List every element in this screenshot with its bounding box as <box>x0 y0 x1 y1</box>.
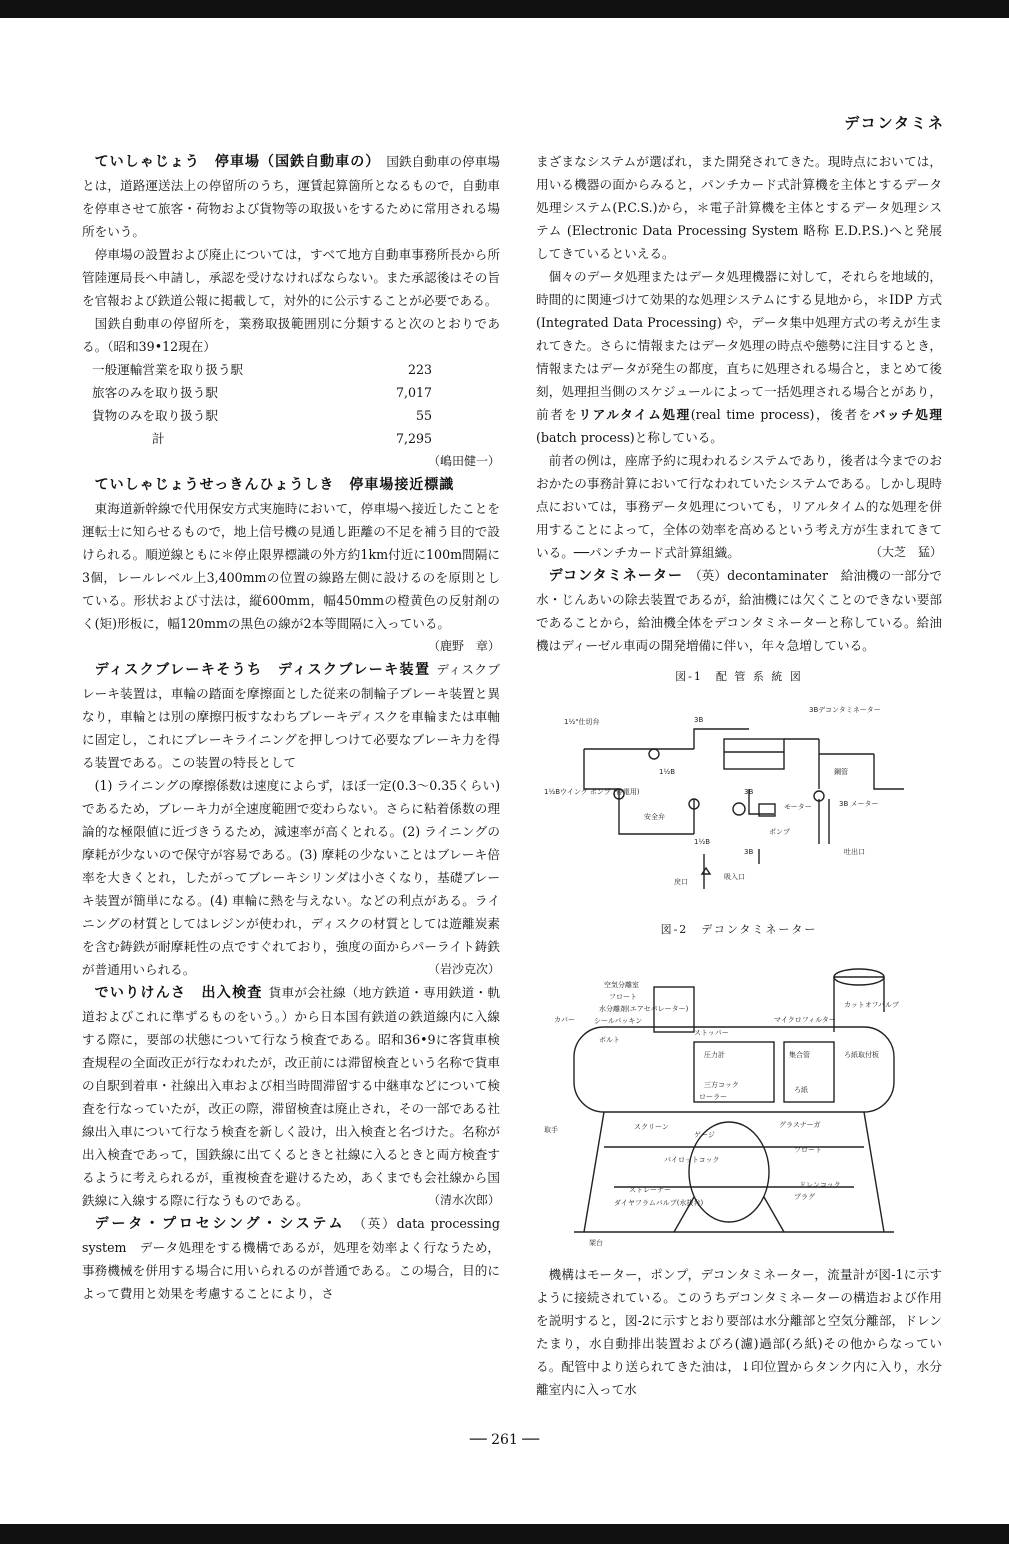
author: （岩沙克次） <box>427 962 500 976</box>
entry-keyword: ていしゃじょうせっきんひょうしき 停車場接近標識 <box>94 477 455 493</box>
fig1-label: 鋼管 <box>834 768 848 776</box>
fig1-label: 1½Bウイング ポンプ (停電用) <box>544 788 640 796</box>
figure-1-title: 図-1 配 管 系 統 図 <box>675 670 803 683</box>
fig2-label: シールパッキン <box>594 1017 643 1025</box>
fig2-label: ボルト <box>599 1036 620 1044</box>
entry-teishajo <box>82 150 500 243</box>
fig1-label: 吸入口 <box>724 873 745 881</box>
fig1-label: 3B <box>744 848 754 856</box>
top-border <box>0 0 1009 18</box>
left-column <box>82 150 500 1305</box>
table-row <box>92 404 484 427</box>
fig1-label: 3B メーター <box>839 800 879 808</box>
table-row <box>92 358 484 381</box>
stat-value: 7,017 <box>395 385 432 400</box>
entry-keyword: デコンタミネーター <box>548 568 684 584</box>
fig1-label: 1½B <box>659 768 676 776</box>
running-header: デコンタミネ <box>844 114 945 132</box>
fig1-label: 1½"仕切弁 <box>564 718 600 726</box>
author: （鹿野 章） <box>427 639 500 653</box>
fig2-label: 架台 <box>589 1239 603 1247</box>
fig2-label: 集合管 <box>789 1051 810 1059</box>
entry-keyword: データ・プロセシング・システム <box>94 1216 346 1232</box>
fig2-label: カットオフバルブ <box>844 1001 899 1009</box>
fig2-label: ろ紙 <box>794 1086 808 1094</box>
entry-keyword: ていしゃじょう 停車場（国鉄自動車の） <box>94 154 381 170</box>
fig1-label: ポンプ <box>769 828 790 836</box>
fig2-label: ローラー <box>699 1093 727 1101</box>
entry-keyword: でいりけんさ 出入検査 <box>94 985 263 1001</box>
paragraph <box>536 449 942 564</box>
fig2-label: ゲージ <box>694 1131 715 1139</box>
fig1-label: 安全弁 <box>644 813 665 821</box>
entry-data-processing <box>82 1212 500 1305</box>
right-column <box>536 150 942 1401</box>
paragraph-text: (real time process)，後者を <box>690 407 873 422</box>
fig2-label: ダイヤフラムバルブ(水抜弁) <box>614 1199 704 1207</box>
stat-label: 一般運輸営業を取り扱う駅 <box>92 362 244 377</box>
fig2-label: ドレンコック <box>799 1181 841 1189</box>
stat-value: 55 <box>415 408 432 423</box>
paragraph-text: (batch process)と称している。 <box>536 430 723 445</box>
table-row <box>92 427 484 450</box>
fig2-label: ストレーナー <box>629 1186 671 1194</box>
fig2-label: パイロットコック <box>664 1156 720 1164</box>
paragraph-text: 前者の例は，座席予約に現われるシステムであり，後者は今までのおおかたの事務計算において行なわれていたシステムである。しかし現時点においては，事務データ処理についても，リアルタイム的な処理を併用することによって，全体の効率を高めるという考え方が生まれてきている。──パンチカード式計算組織。 <box>536 453 942 560</box>
fig2-label: プラグ <box>794 1193 815 1201</box>
entry-body: （英）decontaminater 給油機の一部分で水・じんあいの除去装置であるが，給油機には欠くことのできない要部であることから，給油機全体をデコンタミネーターと称している。給油機はディーゼル車両の開発増備に伴い，年々急増している。 <box>536 568 942 653</box>
fig1-label: 3Bデコンタミネーター <box>809 706 881 714</box>
station-stats-table <box>92 358 484 450</box>
figure-2-title: 図-2 デコンタミネーター <box>660 923 818 936</box>
author: （嶋田健一） <box>427 454 500 468</box>
fig2-label: フロート <box>794 1146 822 1154</box>
entry-body: 貨車が会社線（地方鉄道・専用鉄道・軌道およびこれに準ずるものをいう。）から日本国有鉄道の鉄道線内に入線する際に，要部の状態について行なう検査である。昭和36•9に客貨車検査規程の全面改正が行なわれたが，改正前には滞留検査という名称で貨車の自駅到着車・社線出入車および相当時間滞留する中継車などについて検査を行なっていたが，改正の際，滞留検査は廃止され，その一部である社線出入車について行なう検査を新しく設け，出入検査と名づけた。名称が出入検査であって，国鉄線に出てくるときと社線に入るときと両方検査するように考えられるが，重複検査を避けるため，あくまでも会社線から国鉄線に入線する際に行なうものである。 <box>82 985 501 1208</box>
fig2-label: 圧力計 <box>704 1051 725 1059</box>
fig1-label: 吐出口 <box>844 848 865 856</box>
fig2-label: ストッパー <box>694 1029 729 1037</box>
entry-setsukin-hyoshiki <box>82 473 500 497</box>
stat-label: 計 <box>152 431 165 446</box>
page-number: ── 261 ── <box>469 1432 540 1448</box>
figure-1-piping-diagram <box>544 694 934 894</box>
paragraph <box>82 774 500 981</box>
fig2-label: マイクロフィルター <box>774 1016 836 1024</box>
stat-label: 旅客のみを取り扱う駅 <box>92 385 218 400</box>
fig2-label: 三方コック <box>704 1081 739 1089</box>
stat-value: 7,295 <box>395 431 432 446</box>
fig2-label: フロート <box>609 993 637 1001</box>
paragraph: 国鉄自動車の停留所を，業務取扱範囲別に分類すると次のとおりである。（昭和39•12現在） <box>82 316 500 354</box>
bold-term: バッチ処理 <box>872 407 943 422</box>
entry-keyword: ディスクブレーキそうち ディスクブレーキ装置 <box>94 662 431 678</box>
fig1-label: 戻口 <box>674 878 688 886</box>
bold-term: リアルタイム処理 <box>578 407 691 422</box>
fig1-label: 3B <box>744 788 754 796</box>
entry-body: 国鉄自動車の停車場とは，道路運送法上の停留所のうち，運賃起算箇所となるもので，自動車を停車させて旅客・荷物および貨物等の取扱いをするために常用される場所をいう。 <box>82 154 501 239</box>
fig2-label: ろ紙取付板 <box>844 1051 879 1059</box>
table-row <box>92 381 484 404</box>
entry-body: 東海道新幹線で代用保安方式実施時において，停車場へ接近したことを運転士に知らせるもので，地上信号機の見通し距離の不足を補う目的で設けられる。順逆線ともに＊停止限界標識の外方約1km付近に100m間隔に3個，レールレベル上3,400mmの位置の線路左側に設けるのを原則としている。形状および寸法は，縦600mm，幅450mmの橙黄色の反射剤のく(矩)形板に，幅120mmの黒色の線が2本等間隔に入っている。 <box>82 501 500 631</box>
entry-disc-brake <box>82 658 500 774</box>
stat-label: 貨物のみを取り扱う駅 <box>92 408 218 423</box>
entry-body: ディスクブレーキ装置は，車輪の踏面を摩擦面とした従来の制輪子ブレーキ装置と異なり，車輪とは別の摩擦円板すなわちブレーキディスクを車輪または車軸に固定し，これにブレーキライニングを押しつけて必要なブレーキ力を得る装置である。この装置の特長として <box>82 662 500 770</box>
fig1-label: 3B <box>694 716 704 724</box>
paragraph-text: (1) ライニングの摩擦係数は速度によらず，ほぼ一定(0.3～0.35くらい)であるため，ブレーキ力が全速度範囲で変わらない。さらに粘着係数の理論的な極限値に近づきうるため，減速率が高くとれる。(2) ライニングの摩耗が少ないので保守が容易である。(3) 摩耗の少ないことはブレーキ倍率を大きくとれ，したがってブレーキシリンダは小さくなり，基礎ブレーキ装置が簡単になる。(4) 車輪に熱を与えない。などの利点がある。ライニングの材質としてはレジンが使われ，ディスクの材質としては遊離炭素を含む鋳鉄が耐摩耗性の点ですぐれており，強度の面からパーライト鋳鉄が普通用いられる。 <box>82 778 500 977</box>
fig2-label: 水分離剤(エアセパレーター) <box>599 1005 689 1013</box>
fig1-label: 1½B <box>694 838 711 846</box>
fig2-label: 空気分離室 <box>604 981 639 989</box>
entry-body: （英）data processing system データ処理をする機構であるが，処理を効率よく行なうため，事務機械を併用する場合に用いられるのが普通である。この場合，目的によって費用と効果を考慮することにより，さ <box>82 1216 500 1301</box>
fig1-label: モーター <box>784 803 812 811</box>
paragraph: 停車場の設置および廃止については，すべて地方自動車事務所長から所管陸運局長へ申請し，承認を受けなければならない。また承認後はその旨を官報および鉄道公報に掲載して，対外的に公示することが必要である。 <box>82 247 500 308</box>
fig2-label: カバー <box>554 1016 575 1024</box>
fig2-label: グラスナーガ <box>779 1121 821 1129</box>
fig2-label: スクリーン <box>634 1123 669 1131</box>
paragraph: 機構はモーター，ポンプ，デコンタミネーター，流量計が図-1に示すように接続されている。このうちデコンタミネーターの構造および作用を説明すると，図-2に示すとおり要部は水分離部と空気分離部，ドレンたまり，水自動排出装置およびろ(濾)過部(ろ紙)その他からなっている。配管中より送られてきた油は，↓印位置からタンク内に入り，水分離室内に入って水 <box>536 1267 942 1397</box>
bottom-border <box>0 1524 1009 1544</box>
paragraph: まざまなシステムが選ばれ，また開発されてきた。現時点においては，用いる機器の面からみると，パンチカード式計算機を主体とするデータ処理システム(P.C.S.)から，＊電子計算機を主体とするデータ処理システム (Electronic Data Processing System 略称 E.D.P.S.)へと発展してきているといえる。 <box>536 154 942 261</box>
author: （清水次郎） <box>427 1193 500 1207</box>
fig2-label: 取手 <box>544 1126 558 1134</box>
author: （大芝 猛） <box>869 545 942 559</box>
paragraph <box>536 265 942 449</box>
stat-value: 223 <box>407 362 432 377</box>
entry-decontaminater <box>536 564 942 657</box>
entry-deiri-kensa <box>82 981 500 1212</box>
figure-2-decontaminater-diagram <box>544 947 934 1247</box>
paragraph-text: 個々のデータ処理またはデータ処理機器に対して，それらを地域的，時間的に関連づけて効果的な処理システムにする見地から，＊IDP 方式 (Integrated Data Processing) や，データ集中処理方式の考えが生まれてきた。さらに情報またはデータ処理の時点や態勢に注目するとき，情報またはデータが発生の都度，直ちに処理される場合と，まとめて後刻，処理担当側のスケジュールによって一括処理される場合とがあり，前者を <box>536 269 942 422</box>
